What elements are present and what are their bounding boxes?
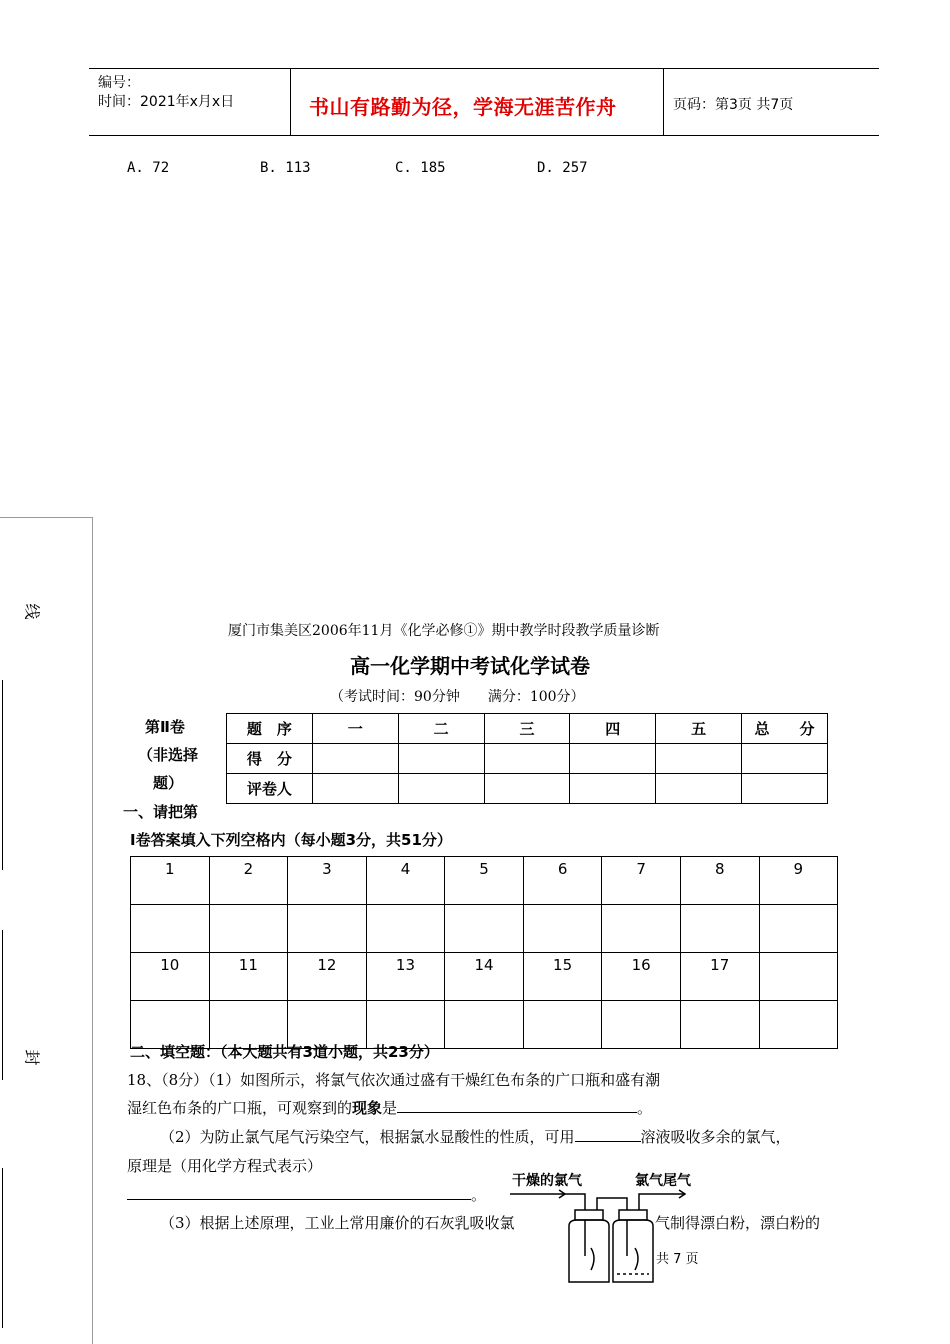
answer-number: 1 bbox=[131, 857, 210, 905]
answer-cell[interactable] bbox=[759, 1001, 838, 1049]
answer-number: 14 bbox=[445, 953, 524, 1001]
answer-cell[interactable] bbox=[680, 905, 759, 953]
answer-cell[interactable] bbox=[759, 905, 838, 953]
score-cell[interactable] bbox=[484, 744, 570, 774]
part-label-2: （非选择 bbox=[138, 746, 199, 764]
q18-line6-left: （3）根据上述原理，工业上常用廉价的石灰乳吸收氯 bbox=[160, 1214, 515, 1232]
diagram-label-tail-gas: 氯气尾气 bbox=[635, 1173, 691, 1189]
option-c: C. 185 bbox=[395, 160, 446, 176]
answer-cell[interactable] bbox=[366, 905, 445, 953]
score-table bbox=[226, 713, 828, 804]
score-header-cell: 二 bbox=[398, 714, 484, 744]
score-table-header-row bbox=[227, 714, 828, 744]
answer-number: 15 bbox=[523, 953, 602, 1001]
q18-line1: 18、（8分）（1）如图所示，将氯气依次通过盛有干燥红色布条的广口瓶和盛有潮 bbox=[127, 1071, 661, 1089]
answer-cell[interactable] bbox=[209, 905, 288, 953]
q18-line3-text: （2）为防止氯气尾气污染空气，根据氯水显酸性的性质，可用 bbox=[160, 1128, 575, 1146]
exam-subtitle: 厦门市集美区2006年11月《化学必修①》期中教学时段教学质量诊断 bbox=[228, 623, 660, 639]
q18-line5 bbox=[127, 1184, 486, 1205]
part-label-3: 题） bbox=[153, 774, 184, 792]
header-top-rule bbox=[89, 68, 879, 69]
exam-info: （考试时间：90分钟 满分：100分） bbox=[330, 689, 585, 705]
score-cell[interactable] bbox=[742, 744, 828, 774]
serial-label: 编号： bbox=[98, 75, 140, 91]
grader-cell[interactable] bbox=[570, 774, 656, 804]
exam-title: 高一化学期中考试化学试卷 bbox=[350, 654, 590, 678]
q18-solution-blank[interactable] bbox=[575, 1141, 641, 1142]
page-label: 页码：第3页 共7页 bbox=[673, 97, 794, 113]
score-header-cell: 三 bbox=[484, 714, 570, 744]
answer-cell[interactable] bbox=[523, 1001, 602, 1049]
score-table-grader-row bbox=[227, 774, 828, 804]
answer-number: 7 bbox=[602, 857, 681, 905]
grader-cell[interactable] bbox=[484, 774, 570, 804]
option-a: A. 72 bbox=[127, 160, 170, 176]
score-cell[interactable] bbox=[656, 744, 742, 774]
margin-right-rule bbox=[92, 517, 93, 1344]
answer-cell[interactable] bbox=[523, 905, 602, 953]
section1-heading-line1: 一、请把第 bbox=[123, 803, 199, 821]
section1-heading-line2: Ⅰ卷答案填入下列空格内（每小题3分，共51分） bbox=[130, 831, 452, 849]
answer-cell[interactable] bbox=[445, 905, 524, 953]
answer-cell[interactable] bbox=[445, 1001, 524, 1049]
score-header-cell: 总 分 bbox=[742, 714, 828, 744]
margin-blank-2 bbox=[2, 930, 3, 1080]
grader-cell[interactable] bbox=[398, 774, 484, 804]
q18-line3 bbox=[160, 1126, 791, 1147]
answer-number-row bbox=[131, 953, 838, 1001]
q18-line2-end: 。 bbox=[637, 1099, 653, 1117]
answer-number: 13 bbox=[366, 953, 445, 1001]
q18-line6-right: 气制得漂白粉，漂白粉的 bbox=[655, 1214, 821, 1232]
answer-number: 6 bbox=[523, 857, 602, 905]
header-bottom-rule bbox=[89, 135, 879, 136]
header-divider-1 bbox=[290, 69, 291, 136]
answer-number: 3 bbox=[288, 857, 367, 905]
diagram-label-dry-chlorine: 干燥的氯气 bbox=[512, 1173, 582, 1189]
answer-number: 10 bbox=[131, 953, 210, 1001]
margin-seal-char: 封 bbox=[22, 1049, 42, 1066]
score-cell[interactable] bbox=[570, 744, 656, 774]
answer-number: 9 bbox=[759, 857, 838, 905]
answer-number bbox=[759, 953, 838, 1001]
answer-cell[interactable] bbox=[131, 905, 210, 953]
answer-number: 12 bbox=[288, 953, 367, 1001]
q18-line3-tail: 溶液吸收多余的氯气， bbox=[640, 1128, 791, 1146]
grader-cell[interactable] bbox=[742, 774, 828, 804]
score-header-cell: 一 bbox=[312, 714, 398, 744]
score-table-score-row bbox=[227, 744, 828, 774]
footer-page-count: 共 7 页 bbox=[656, 1252, 699, 1267]
q18-line4: 原理是（用化学方程式表示） bbox=[127, 1157, 323, 1175]
answer-blank-row bbox=[131, 905, 838, 953]
margin-line-char: 线 bbox=[22, 603, 42, 620]
answer-grid bbox=[130, 856, 838, 1049]
answer-cell[interactable] bbox=[680, 1001, 759, 1049]
score-header-cell: 题 序 bbox=[227, 714, 313, 744]
answer-number: 2 bbox=[209, 857, 288, 905]
q18-line2 bbox=[127, 1097, 652, 1118]
q18-equation-blank[interactable] bbox=[127, 1199, 471, 1200]
time-label: 时间：2021年x月x日 bbox=[98, 94, 235, 110]
grader-cell[interactable] bbox=[656, 774, 742, 804]
option-b: B. 113 bbox=[260, 160, 311, 176]
section2-heading: 二、填空题：（本大题共有3道小题，共23分） bbox=[130, 1043, 439, 1061]
q18-phenomenon-blank[interactable] bbox=[397, 1112, 637, 1113]
grader-row-label: 评卷人 bbox=[227, 774, 313, 804]
answer-number: 8 bbox=[680, 857, 759, 905]
q18-line2-is: 是 bbox=[382, 1099, 398, 1117]
q18-line2-text: 湿红色布条的广口瓶，可观察到的 bbox=[127, 1099, 353, 1117]
motto: 书山有路勤为径，学海无涯苦作舟 bbox=[309, 95, 617, 119]
answer-number: 17 bbox=[680, 953, 759, 1001]
answer-number-row bbox=[131, 857, 838, 905]
q18-phenomenon-word: 现象 bbox=[352, 1099, 383, 1117]
gas-bottles-diagram bbox=[505, 1186, 715, 1288]
header-divider-2 bbox=[663, 69, 664, 136]
score-header-cell: 五 bbox=[656, 714, 742, 744]
score-cell[interactable] bbox=[398, 744, 484, 774]
margin-top-rule bbox=[0, 517, 93, 518]
score-header-cell: 四 bbox=[570, 714, 656, 744]
answer-cell[interactable] bbox=[602, 905, 681, 953]
answer-cell[interactable] bbox=[602, 1001, 681, 1049]
score-row-label: 得 分 bbox=[227, 744, 313, 774]
answer-number: 16 bbox=[602, 953, 681, 1001]
margin-blank-1 bbox=[2, 680, 3, 870]
answer-number: 11 bbox=[209, 953, 288, 1001]
option-d: D. 257 bbox=[537, 160, 588, 176]
score-cell[interactable] bbox=[312, 744, 398, 774]
margin-blank-3 bbox=[2, 1168, 3, 1328]
part-label-1: 第Ⅱ卷 bbox=[145, 718, 185, 736]
grader-cell[interactable] bbox=[312, 774, 398, 804]
answer-cell[interactable] bbox=[288, 905, 367, 953]
answer-number: 4 bbox=[366, 857, 445, 905]
answer-number: 5 bbox=[445, 857, 524, 905]
q18-line5-end: 。 bbox=[471, 1186, 487, 1204]
